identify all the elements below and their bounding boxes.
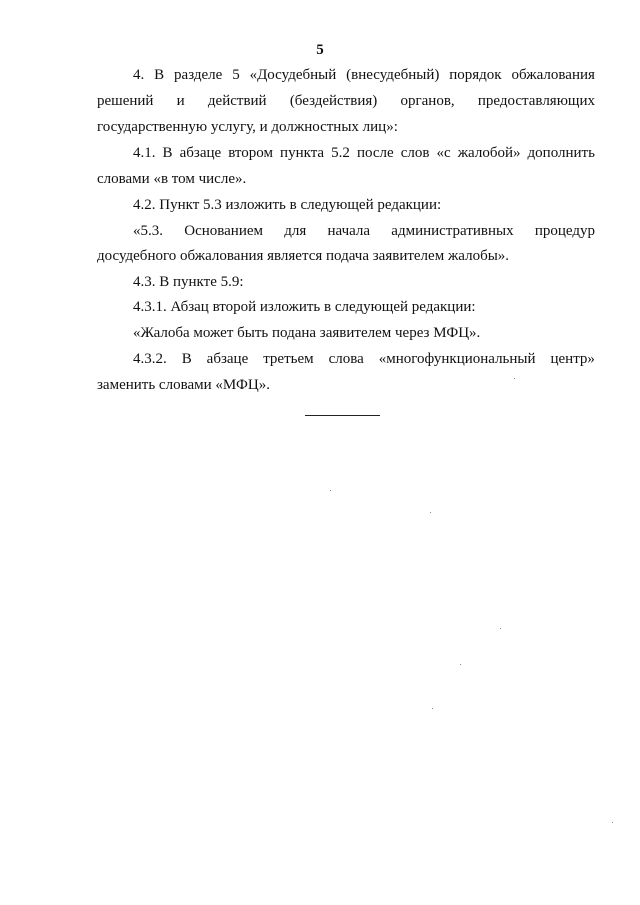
item-4-2-quote-line2: досудебного обжалования является подача заявителем жалобы». xyxy=(97,248,510,264)
word: 4. xyxy=(133,67,145,83)
word: «Досудебный xyxy=(249,67,337,83)
item-4-1-line2: словами «в том числе». xyxy=(97,171,247,187)
word: абзаце xyxy=(206,351,249,367)
scan-speck xyxy=(500,628,501,629)
word: административных xyxy=(391,223,514,239)
word: центр» xyxy=(550,351,595,367)
word: (внесудебный) xyxy=(346,67,440,83)
word: решений xyxy=(97,93,154,109)
section4-line2 xyxy=(97,92,595,110)
item-4-3-1-quote: «Жалоба может быть подана заявителем через МФЦ». xyxy=(133,325,481,341)
word: для xyxy=(284,223,307,239)
word: после xyxy=(356,145,394,161)
section4-line1 xyxy=(133,66,595,84)
word: Основанием xyxy=(184,223,263,239)
scan-speck xyxy=(432,708,433,709)
word: разделе xyxy=(174,67,223,83)
word: обжалования xyxy=(511,67,595,83)
page-number: 5 xyxy=(316,42,324,58)
section4-line3: государственную услугу, и должностных лиц»: xyxy=(97,119,398,135)
word: начала xyxy=(327,223,371,239)
word: абзаце xyxy=(179,145,222,161)
scan-speck xyxy=(460,664,461,665)
word: В xyxy=(162,145,173,161)
word: «5.3. xyxy=(133,223,163,239)
scan-speck xyxy=(612,822,613,823)
word: 5 xyxy=(232,67,240,83)
word: В xyxy=(154,67,165,83)
word: и xyxy=(176,93,185,109)
word: третьем xyxy=(263,351,314,367)
item-4-1-line1 xyxy=(133,144,595,162)
item-4-3-line1: 4.3. В пункте 5.9: xyxy=(133,274,244,290)
word: В xyxy=(181,351,192,367)
word: предоставляющих xyxy=(477,93,595,109)
scan-speck xyxy=(430,512,431,513)
word: жалобой» xyxy=(457,145,521,161)
word: «многофункциональный xyxy=(378,351,536,367)
word: втором xyxy=(228,145,273,161)
item-4-3-2-line1 xyxy=(133,350,595,368)
word: действий xyxy=(207,93,267,109)
word: 4.1. xyxy=(133,145,156,161)
word: процедур xyxy=(534,223,595,239)
scan-speck xyxy=(514,378,515,379)
word: пункта xyxy=(280,145,325,161)
word: порядок xyxy=(449,67,502,83)
item-4-2-line1: 4.2. Пункт 5.3 изложить в следующей редакции: xyxy=(133,197,442,213)
closing-rule xyxy=(305,415,380,416)
word: 4.3.2. xyxy=(133,351,167,367)
word: 5.2 xyxy=(331,145,350,161)
word: (бездействия) xyxy=(289,93,378,109)
word: «с xyxy=(436,145,451,161)
word: дополнить xyxy=(527,145,595,161)
item-4-2-quote-line1 xyxy=(133,222,595,240)
item-4-3-1-line: 4.3.1. Абзац второй изложить в следующей редакции: xyxy=(133,299,476,315)
scan-speck xyxy=(330,490,331,491)
item-4-3-2-line2: заменить словами «МФЦ». xyxy=(97,377,270,393)
word: органов, xyxy=(400,93,455,109)
word: слов xyxy=(400,145,430,161)
word: слова xyxy=(328,351,364,367)
